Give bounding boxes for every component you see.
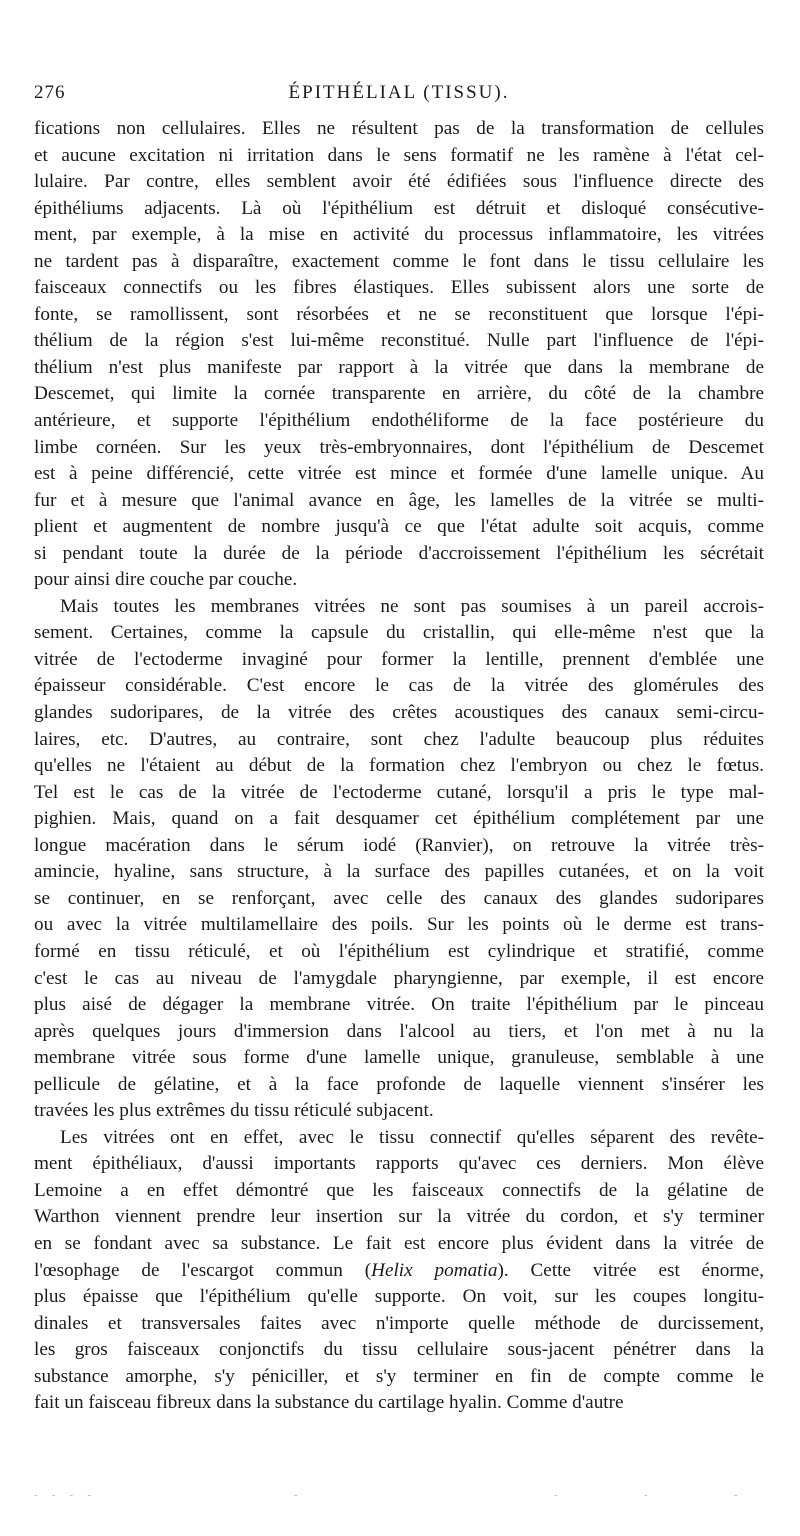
text-line: laires, etc. D'autres, au contraire, sont chez l'adulte beaucoup plus réduites (34, 728, 764, 750)
running-header (34, 82, 764, 112)
page-number: 276 (34, 82, 66, 103)
text-line: pour ainsi dire couche par couche. (34, 569, 298, 591)
text-line: l'œsophage de l'escargot commun (Helix pomatia). Cette vitrée est énorme, (34, 1259, 764, 1281)
text-line: amincie, hyaline, sans structure, à la surface des papilles cutanées, et on la voit (34, 861, 764, 883)
text-line: limbe cornéen. Sur les yeux très-embryonnaires, dont l'épithélium de Descemet (34, 436, 764, 458)
text-line: après quelques jours d'immersion dans l'alcool au tiers, et l'on met à nu la (34, 1020, 764, 1042)
text-line: plus épaisse que l'épithélium qu'elle supporte. On voit, sur les coupes longitu- (34, 1286, 764, 1308)
text-line: en se fondant avec sa substance. Le fait est encore plus évident dans la vitrée de (34, 1232, 764, 1254)
text-line: formé en tissu réticulé, et où l'épithélium est cylindrique et stratifié, comme (34, 940, 764, 962)
body-text (34, 116, 764, 1417)
text-line: pellicule de gélatine, et à la face profonde de laquelle viennent s'insérer les (34, 1073, 764, 1095)
text-line: thélium de la région s'est lui-même reconstitué. Nulle part l'influence de l'épi- (34, 330, 764, 352)
text-line: faisceaux connectifs ou les fibres élastiques. Elles subissent alors une sorte de (34, 277, 764, 299)
running-title: ÉPITHÉLIAL (TISSU). (288, 82, 510, 103)
text-line: ou avec la vitrée multilamellaire des poils. Sur les points où le derme est trans- (34, 914, 764, 936)
text-line: se continuer, en se renforçant, avec celle des canaux des glandes sudoripares (34, 887, 764, 909)
text-line: Lemoine a en effet démontré que les faisceaux connectifs de la gélatine de (34, 1179, 764, 1201)
text-line: vitrée de l'ectoderme invaginé pour former la lentille, prennent d'emblée une (34, 648, 764, 670)
text-line: c'est le cas au niveau de l'amygdale pharyngienne, par exemple, il est encore (34, 967, 764, 989)
text-line: thélium n'est plus manifeste par rapport à la vitrée que dans la membrane de (34, 356, 764, 378)
text-line: Warthon viennent prendre leur insertion sur la vitrée du cordon, et s'y terminer (34, 1206, 764, 1228)
text-line: plient et augmentent de nombre jusqu'à ce que l'état adulte soit acquis, comme (34, 516, 764, 538)
text-line: Tel est le cas de la vitrée de l'ectoderme cutané, lorsqu'il a pris le type mal- (34, 781, 764, 803)
text-line: sement. Certaines, comme la capsule du cristallin, qui elle-même n'est que la (34, 622, 764, 644)
text-line: travées les plus extrêmes du tissu réticulé subjacent. (34, 1100, 434, 1122)
text-line: Mais toutes les membranes vitrées ne sont pas soumises à un pareil accrois- (60, 595, 764, 617)
text-line: fait un faisceau fibreux dans la substance du cartilage hyalin. Comme d'autre (34, 1392, 624, 1414)
text-line: fur et à mesure que l'animal avance en âge, les lamelles de la vitrée se multi- (34, 489, 764, 511)
paragraph (34, 1125, 764, 1417)
text-line: antérieure, et supporte l'épithélium endothéliforme de la face postérieure du (34, 410, 764, 432)
text-line: lulaire. Par contre, elles semblent avoir été édifiées sous l'influence directe des (34, 171, 764, 193)
text-line: ment, par exemple, à la mise en activité du processus inflammatoire, les vitrées (34, 224, 764, 246)
text-line: ne tardent pas à disparaître, exactement comme le font dans le tissu cellulaire les (34, 250, 764, 272)
text-line: les gros faisceaux conjonctifs du tissu cellulaire sous-jacent pénétrer dans la (34, 1339, 764, 1361)
text-line: glandes sudoripares, de la vitrée des crêtes acoustiques des canaux semi-circu- (34, 702, 764, 724)
text-line: est à peine différencié, cette vitrée est mince et formée d'une lamelle unique. Au (34, 463, 764, 485)
paragraph (34, 116, 764, 594)
text-line: Les vitrées ont en effet, avec le tissu connectif qu'elles séparent des revête- (60, 1126, 764, 1148)
text-line: plus aisé de dégager la membrane vitrée. On traite l'épithélium par le pinceau (34, 994, 764, 1016)
paragraph (34, 594, 764, 1125)
page-footer-noise: - - - - - - - - (34, 1490, 744, 1501)
text-line: fonte, se ramollissent, sont résorbées et ne se reconstituent que lorsque l'épi- (34, 303, 764, 325)
text-line: si pendant toute la durée de la période d'accroissement l'épithélium les sécrétait (34, 542, 764, 564)
text-line: épithéliums adjacents. Là où l'épithélium est détruit et disloqué consécutive- (34, 197, 764, 219)
text-line: dinales et transversales faites avec n'importe quelle méthode de durcissement, (34, 1312, 764, 1334)
text-line: épaisseur considérable. C'est encore le cas de la vitrée des glomérules des (34, 675, 764, 697)
text-line: fications non cellulaires. Elles ne résultent pas de la transformation de cellules (34, 118, 764, 139)
text-line: et aucune excitation ni irritation dans le sens formatif ne les ramène à l'état cel- (34, 144, 764, 166)
text-line: pighien. Mais, quand on a fait desquamer cet épithélium complétement par une (34, 808, 764, 830)
text-line: longue macération dans le sérum iodé (Ranvier), on retrouve la vitrée très- (34, 834, 764, 856)
text-line: Descemet, qui limite la cornée transparente en arrière, du côté de la chambre (34, 383, 764, 405)
text-line: membrane vitrée sous forme d'une lamelle unique, granuleuse, semblable à une (34, 1047, 764, 1069)
text-line: qu'elles ne l'étaient au début de la formation chez l'embryon ou chez le fœtus. (34, 755, 764, 777)
text-line: substance amorphe, s'y péniciller, et s'y terminer en fin de compte comme le (34, 1365, 764, 1387)
text-line: ment épithéliaux, d'aussi importants rapports qu'avec ces derniers. Mon élève (34, 1153, 764, 1175)
paragraph-container (34, 116, 764, 1417)
